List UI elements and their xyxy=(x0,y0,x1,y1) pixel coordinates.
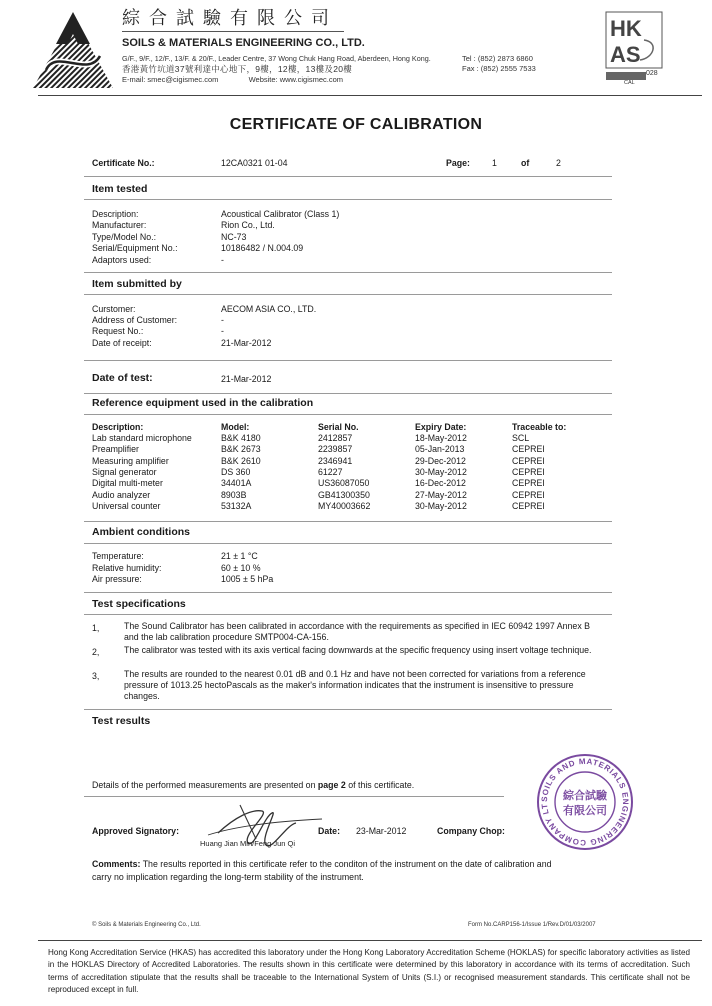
divider xyxy=(84,176,612,177)
company-address-cn: 香港黃竹坑道37號利達中心地下，9樓，12樓，13樓及20樓 xyxy=(122,64,353,74)
ref-cell: DS 360 xyxy=(221,467,251,477)
date-of-test-value: 21-Mar-2012 xyxy=(221,374,272,384)
spec-text xyxy=(124,621,644,643)
hkas-number: 028 xyxy=(646,70,658,77)
ref-cell: CEPREI xyxy=(512,456,545,466)
spec-line: The Sound Calibrator has been calibrated in accordance with the requirements as specified in IEC 60942 1997 Annex B xyxy=(124,621,591,631)
submitted-value: - xyxy=(221,326,224,336)
details-text xyxy=(92,780,414,790)
submitted-value: AECOM ASIA CO., LTD. xyxy=(221,304,317,314)
date-value: 23-Mar-2012 xyxy=(356,826,407,836)
divider xyxy=(84,414,612,415)
ref-cell: 29-Dec-2012 xyxy=(415,456,466,466)
ambient-label: Air pressure: xyxy=(92,574,142,584)
ref-cell: US36087050 xyxy=(318,478,370,488)
divider xyxy=(84,521,612,522)
company-chop-label: Company Chop: xyxy=(437,826,505,836)
ref-cell: 53132A xyxy=(221,501,252,511)
submitted-label: Request No.: xyxy=(92,326,144,336)
comments-text-2: carry no implication regarding the long-term stability of the instrument. xyxy=(92,872,364,882)
ref-cell: B&K 2610 xyxy=(221,456,261,466)
certificate-no-label: Certificate No.: xyxy=(92,158,155,168)
website-text: Website: www.cigismec.com xyxy=(248,75,344,84)
ref-cell: Lab standard microphone xyxy=(92,433,192,443)
company-stamp xyxy=(535,752,635,852)
details-pre: Details of the performed measurements are presented on xyxy=(92,780,318,790)
submitted-value: - xyxy=(221,315,224,325)
ref-cell: Digital multi-meter xyxy=(92,478,163,488)
spec-line: The calibrator was tested with its axis vertical facing downwards at the specific frequency using insert voltage technique. xyxy=(124,645,592,655)
item-submitted-heading: Item submitted by xyxy=(92,278,182,290)
details-page-ref: page 2 xyxy=(317,780,346,790)
stamp-cn-2: 有限公司 xyxy=(563,804,607,817)
spec-number: 2, xyxy=(92,647,100,657)
item-tested-value: 10186482 / N.004.09 xyxy=(221,243,304,253)
form-number: Form No.CARP156-1/Issue 1/Rev.D/01/03/2007 xyxy=(468,922,596,928)
spec-text xyxy=(124,645,644,656)
divider xyxy=(84,614,612,615)
signatory-names: Huang Jian Min/Feng Jun Qi xyxy=(200,839,296,848)
ref-cell: CEPREI xyxy=(512,444,545,454)
spec-line: changes. xyxy=(124,691,160,701)
ambient-heading: Ambient conditions xyxy=(92,526,190,538)
divider xyxy=(84,360,612,361)
submitted-value: 21-Mar-2012 xyxy=(221,338,272,348)
certificate-no-value: 12CA0321 01-04 xyxy=(221,158,288,168)
ref-cell: GB41300350 xyxy=(318,490,370,500)
item-tested-label: Type/Model No.: xyxy=(92,232,157,242)
divider xyxy=(84,199,612,200)
ambient-value: 1005 ± 5 hPa xyxy=(221,574,274,584)
submitted-label: Address of Customer: xyxy=(92,315,178,325)
item-tested-label: Description: xyxy=(92,209,139,219)
submitted-label: Date of receipt: xyxy=(92,338,152,348)
ref-cell: 8903B xyxy=(221,490,247,500)
spec-text xyxy=(124,669,644,702)
page-label: Page: xyxy=(446,158,470,168)
reference-heading: Reference equipment used in the calibration xyxy=(92,397,314,409)
item-tested-value: - xyxy=(221,255,224,265)
ambient-label: Temperature: xyxy=(92,551,144,561)
page-value: 1 xyxy=(492,158,497,168)
hkas-cal: CAL xyxy=(624,80,635,86)
ref-cell: MY40003662 xyxy=(318,501,371,511)
spec-line: and the lab calibration procedure SMTP004-CA-156. xyxy=(124,632,329,642)
ref-cell: Preamplifier xyxy=(92,444,139,454)
ref-cell: Signal generator xyxy=(92,467,157,477)
copyright-text: © Soils & Materials Engineering Co., Ltd. xyxy=(92,922,201,928)
ref-col-serial: Serial No. xyxy=(318,422,359,432)
ref-col-expiry: Expiry Date: xyxy=(415,422,467,432)
spec-line: The results are rounded to the nearest 0.01 dB and 0.1 Hz and have not been corrected for variations from a reference xyxy=(124,669,586,679)
item-tested-value: Rion Co., Ltd. xyxy=(221,220,275,230)
company-name-cn: 綜合試驗有限公司 xyxy=(122,8,338,29)
submitted-label: Curstomer: xyxy=(92,304,136,314)
ref-cell: CEPREI xyxy=(512,501,545,511)
item-tested-label: Serial/Equipment No.: xyxy=(92,243,178,253)
certificate-title: CERTIFICATE OF CALIBRATION xyxy=(229,116,483,133)
divider xyxy=(84,294,612,295)
item-tested-value: Acoustical Calibrator (Class 1) xyxy=(221,209,340,219)
ambient-value: 60 ± 10 % xyxy=(221,563,261,573)
ref-cell: 18-May-2012 xyxy=(415,433,467,443)
company-logo xyxy=(28,8,118,92)
ref-col-description: Description: xyxy=(92,422,144,432)
ambient-label: Relative humidity: xyxy=(92,563,162,573)
ref-cell: 2239857 xyxy=(318,444,353,454)
ref-cell: Universal counter xyxy=(92,501,161,511)
stamp-cn-1: 綜合試驗 xyxy=(563,789,607,802)
item-tested-label: Adaptors used: xyxy=(92,255,152,265)
test-spec-heading: Test specifications xyxy=(92,598,186,610)
of-label: of xyxy=(521,158,530,168)
ambient-value: 21 ± 1 °C xyxy=(221,551,258,561)
comments-label: Comments: xyxy=(92,859,141,869)
ref-cell: SCL xyxy=(512,433,530,443)
item-tested-label: Manufacturer: xyxy=(92,220,147,230)
comments-line-1 xyxy=(92,859,632,870)
svg-text:AS: AS xyxy=(610,42,641,67)
header-rule xyxy=(122,31,344,32)
divider xyxy=(84,709,612,710)
item-tested-heading: Item tested xyxy=(92,183,148,195)
ref-cell: CEPREI xyxy=(512,478,545,488)
email-text: E-mail: smec@cigismec.com xyxy=(122,75,219,84)
ref-cell: B&K 2673 xyxy=(221,444,261,454)
company-address-en: G/F., 9/F., 12/F., 13/F. & 20/F., Leader Centre, 37 Wong Chuk Hang Road, Aberdeen, Hong Kong. xyxy=(122,54,431,63)
of-value: 2 xyxy=(556,158,561,168)
svg-text:HK: HK xyxy=(610,16,642,41)
header-divider xyxy=(38,95,702,96)
company-email xyxy=(122,75,343,84)
divider xyxy=(84,393,612,394)
ref-cell: 05-Jan-2013 xyxy=(415,444,465,454)
hkas-accreditation-text: Hong Kong Accreditation Service (HKAS) has accredited this laboratory under the Hong Kong Laboratory Accreditation Scheme (HOKLAS) for specific laboratory activities as listed in the HOKLAS Directory of Accredited Laboratories. The results shown in this certificate were determined by this laboratory in accordance with its terms of accreditation. Such terms of accreditation stipulate that the results shall be traceable to the International System of Units (S.I.) or recognised measurement standards. This certificate shall not be reproduced except in full. xyxy=(48,948,690,994)
ref-cell: CEPREI xyxy=(512,490,545,500)
divider xyxy=(84,272,612,273)
company-tel: Tel : (852) 2873 6860 xyxy=(462,54,533,63)
date-of-test-label: Date of test: xyxy=(92,372,153,384)
date-label: Date: xyxy=(318,826,340,836)
ref-cell: Measuring amplifier xyxy=(92,456,169,466)
item-tested-value: NC-73 xyxy=(221,232,247,242)
comments-text-1: The results reported in this certificate refer to the conditon of the instrument on the date of calibration and xyxy=(142,859,552,869)
company-fax: Fax : (852) 2555 7533 xyxy=(462,64,536,73)
stamp-ring-text: SOILS AND MATERIALS ENGINEERING COMPANY LT xyxy=(539,756,631,848)
ref-cell: 2346941 xyxy=(318,456,353,466)
ref-cell: 16-Dec-2012 xyxy=(415,478,466,488)
ref-cell: 61227 xyxy=(318,467,343,477)
spec-number: 1, xyxy=(92,623,100,633)
test-results-heading: Test results xyxy=(92,715,151,727)
ref-cell: 27-May-2012 xyxy=(415,490,467,500)
divider xyxy=(84,543,612,544)
spec-number: 3, xyxy=(92,671,100,681)
details-post: of this certificate. xyxy=(345,780,415,790)
footer-divider xyxy=(38,940,702,941)
ref-cell: 2412857 xyxy=(318,433,353,443)
ref-col-traceable: Traceable to: xyxy=(512,422,567,432)
ref-cell: CEPREI xyxy=(512,467,545,477)
ref-cell: B&K 4180 xyxy=(221,433,261,443)
ref-cell: 30-May-2012 xyxy=(415,501,467,511)
ref-cell: 34401A xyxy=(221,478,252,488)
company-name-en: SOILS & MATERIALS ENGINEERING CO., LTD. xyxy=(122,37,365,49)
ref-col-model: Model: xyxy=(221,422,250,432)
ref-cell: Audio analyzer xyxy=(92,490,151,500)
divider xyxy=(84,592,612,593)
approved-signatory-label: Approved Signatory: xyxy=(92,826,179,836)
ref-cell: 30-May-2012 xyxy=(415,467,467,477)
comments xyxy=(92,859,632,883)
spec-line: pressure of 1013.25 hectoPascals as the maker's information indicates that the instrument is insensitive to pressure xyxy=(124,680,574,690)
